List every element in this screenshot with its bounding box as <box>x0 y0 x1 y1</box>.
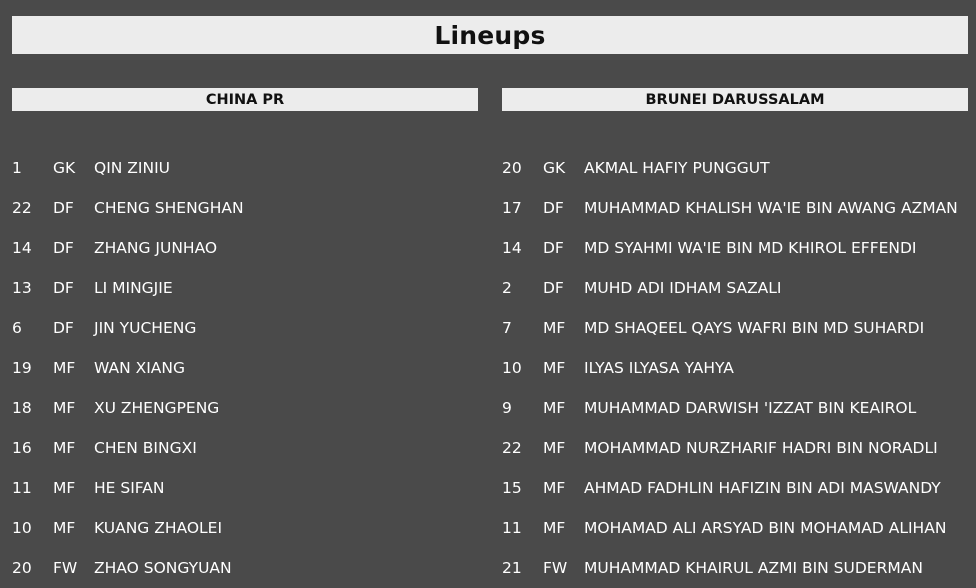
player-name: AHMAD FADHLIN HAFIZIN BIN ADI MASWANDY <box>584 479 941 497</box>
player-row <box>502 348 968 388</box>
player-row <box>12 388 478 428</box>
player-position: DF <box>53 319 74 337</box>
player-name: JIN YUCHENG <box>94 319 197 337</box>
player-name: MD SYAHMI WA'IE BIN MD KHIROL EFFENDI <box>584 239 917 257</box>
player-row <box>502 148 968 188</box>
player-name: WAN XIANG <box>94 359 186 377</box>
player-number: 10 <box>502 359 522 377</box>
team-lineup-away <box>502 88 968 588</box>
player-position: MF <box>53 399 76 417</box>
player-row <box>502 508 968 548</box>
player-position: MF <box>53 479 76 497</box>
player-name: MD SHAQEEL QAYS WAFRI BIN MD SUHARDI <box>584 319 925 337</box>
player-position: MF <box>53 359 76 377</box>
player-position: MF <box>543 359 566 377</box>
player-name: MUHAMMAD DARWISH 'IZZAT BIN KEAIROL <box>584 399 917 417</box>
player-row <box>12 348 478 388</box>
player-number: 9 <box>502 399 512 417</box>
player-number: 2 <box>502 279 512 297</box>
player-name: QIN ZINIU <box>94 159 170 177</box>
player-number: 15 <box>502 479 522 497</box>
player-number: 20 <box>12 559 32 577</box>
player-name: ZHAO SONGYUAN <box>94 559 232 577</box>
player-row <box>12 228 478 268</box>
lineups-header <box>12 16 968 54</box>
player-number: 14 <box>502 239 522 257</box>
player-row <box>502 268 968 308</box>
player-name: MOHAMMAD NURZHARIF HADRI BIN NORADLI <box>584 439 938 457</box>
player-row <box>12 268 478 308</box>
player-position: DF <box>53 239 74 257</box>
player-row <box>12 548 478 588</box>
player-position: FW <box>53 559 78 577</box>
player-number: 7 <box>502 319 512 337</box>
player-number: 6 <box>12 319 22 337</box>
player-number: 19 <box>12 359 32 377</box>
player-row <box>12 468 478 508</box>
player-position: DF <box>53 279 74 297</box>
team-name-home: CHINA PR <box>12 88 478 111</box>
player-position: GK <box>543 159 566 177</box>
player-position: FW <box>543 559 568 577</box>
player-position: DF <box>543 239 564 257</box>
player-number: 22 <box>502 439 522 457</box>
player-position: MF <box>53 519 76 537</box>
player-number: 17 <box>502 199 522 217</box>
player-number: 14 <box>12 239 32 257</box>
player-number: 20 <box>502 159 522 177</box>
player-list-home <box>12 148 478 588</box>
player-position: MF <box>543 479 566 497</box>
player-row <box>12 508 478 548</box>
player-list-away <box>502 148 968 588</box>
player-position: MF <box>543 399 566 417</box>
player-number: 13 <box>12 279 32 297</box>
player-position: DF <box>53 199 74 217</box>
player-name: MUHAMMAD KHALISH WA'IE BIN AWANG AZMAN <box>584 199 958 217</box>
player-number: 18 <box>12 399 32 417</box>
player-position: MF <box>53 439 76 457</box>
player-number: 11 <box>502 519 522 537</box>
player-position: DF <box>543 199 564 217</box>
player-name: KUANG ZHAOLEI <box>94 519 223 537</box>
page-title: Lineups <box>434 20 546 50</box>
player-row <box>502 388 968 428</box>
player-row <box>12 188 478 228</box>
player-name: MUHD ADI IDHAM SAZALI <box>584 279 782 297</box>
team-name-away: BRUNEI DARUSSALAM <box>502 88 968 111</box>
player-position: MF <box>543 319 566 337</box>
player-name: HE SIFAN <box>94 479 165 497</box>
player-row <box>502 468 968 508</box>
player-number: 21 <box>502 559 522 577</box>
player-name: CHEN BINGXI <box>94 439 197 457</box>
player-row <box>502 228 968 268</box>
player-name: XU ZHENGPENG <box>94 399 220 417</box>
player-row <box>502 548 968 588</box>
player-number: 22 <box>12 199 32 217</box>
player-number: 10 <box>12 519 32 537</box>
player-row <box>12 308 478 348</box>
player-position: GK <box>53 159 76 177</box>
player-position: MF <box>543 519 566 537</box>
team-lineup-home <box>12 88 478 588</box>
player-name: MOHAMAD ALI ARSYAD BIN MOHAMAD ALIHAN <box>584 519 947 537</box>
player-number: 11 <box>12 479 32 497</box>
player-row <box>12 148 478 188</box>
player-row <box>12 428 478 468</box>
player-name: MUHAMMAD KHAIRUL AZMI BIN SUDERMAN <box>584 559 923 577</box>
player-name: ZHANG JUNHAO <box>94 239 218 257</box>
player-name: ILYAS ILYASA YAHYA <box>584 359 734 377</box>
player-number: 16 <box>12 439 32 457</box>
player-number: 1 <box>12 159 22 177</box>
player-row <box>502 308 968 348</box>
player-name: CHENG SHENGHAN <box>94 199 244 217</box>
player-row <box>502 428 968 468</box>
player-position: MF <box>543 439 566 457</box>
player-name: LI MINGJIE <box>94 279 173 297</box>
player-row <box>502 188 968 228</box>
player-name: AKMAL HAFIY PUNGGUT <box>584 159 770 177</box>
player-position: DF <box>543 279 564 297</box>
